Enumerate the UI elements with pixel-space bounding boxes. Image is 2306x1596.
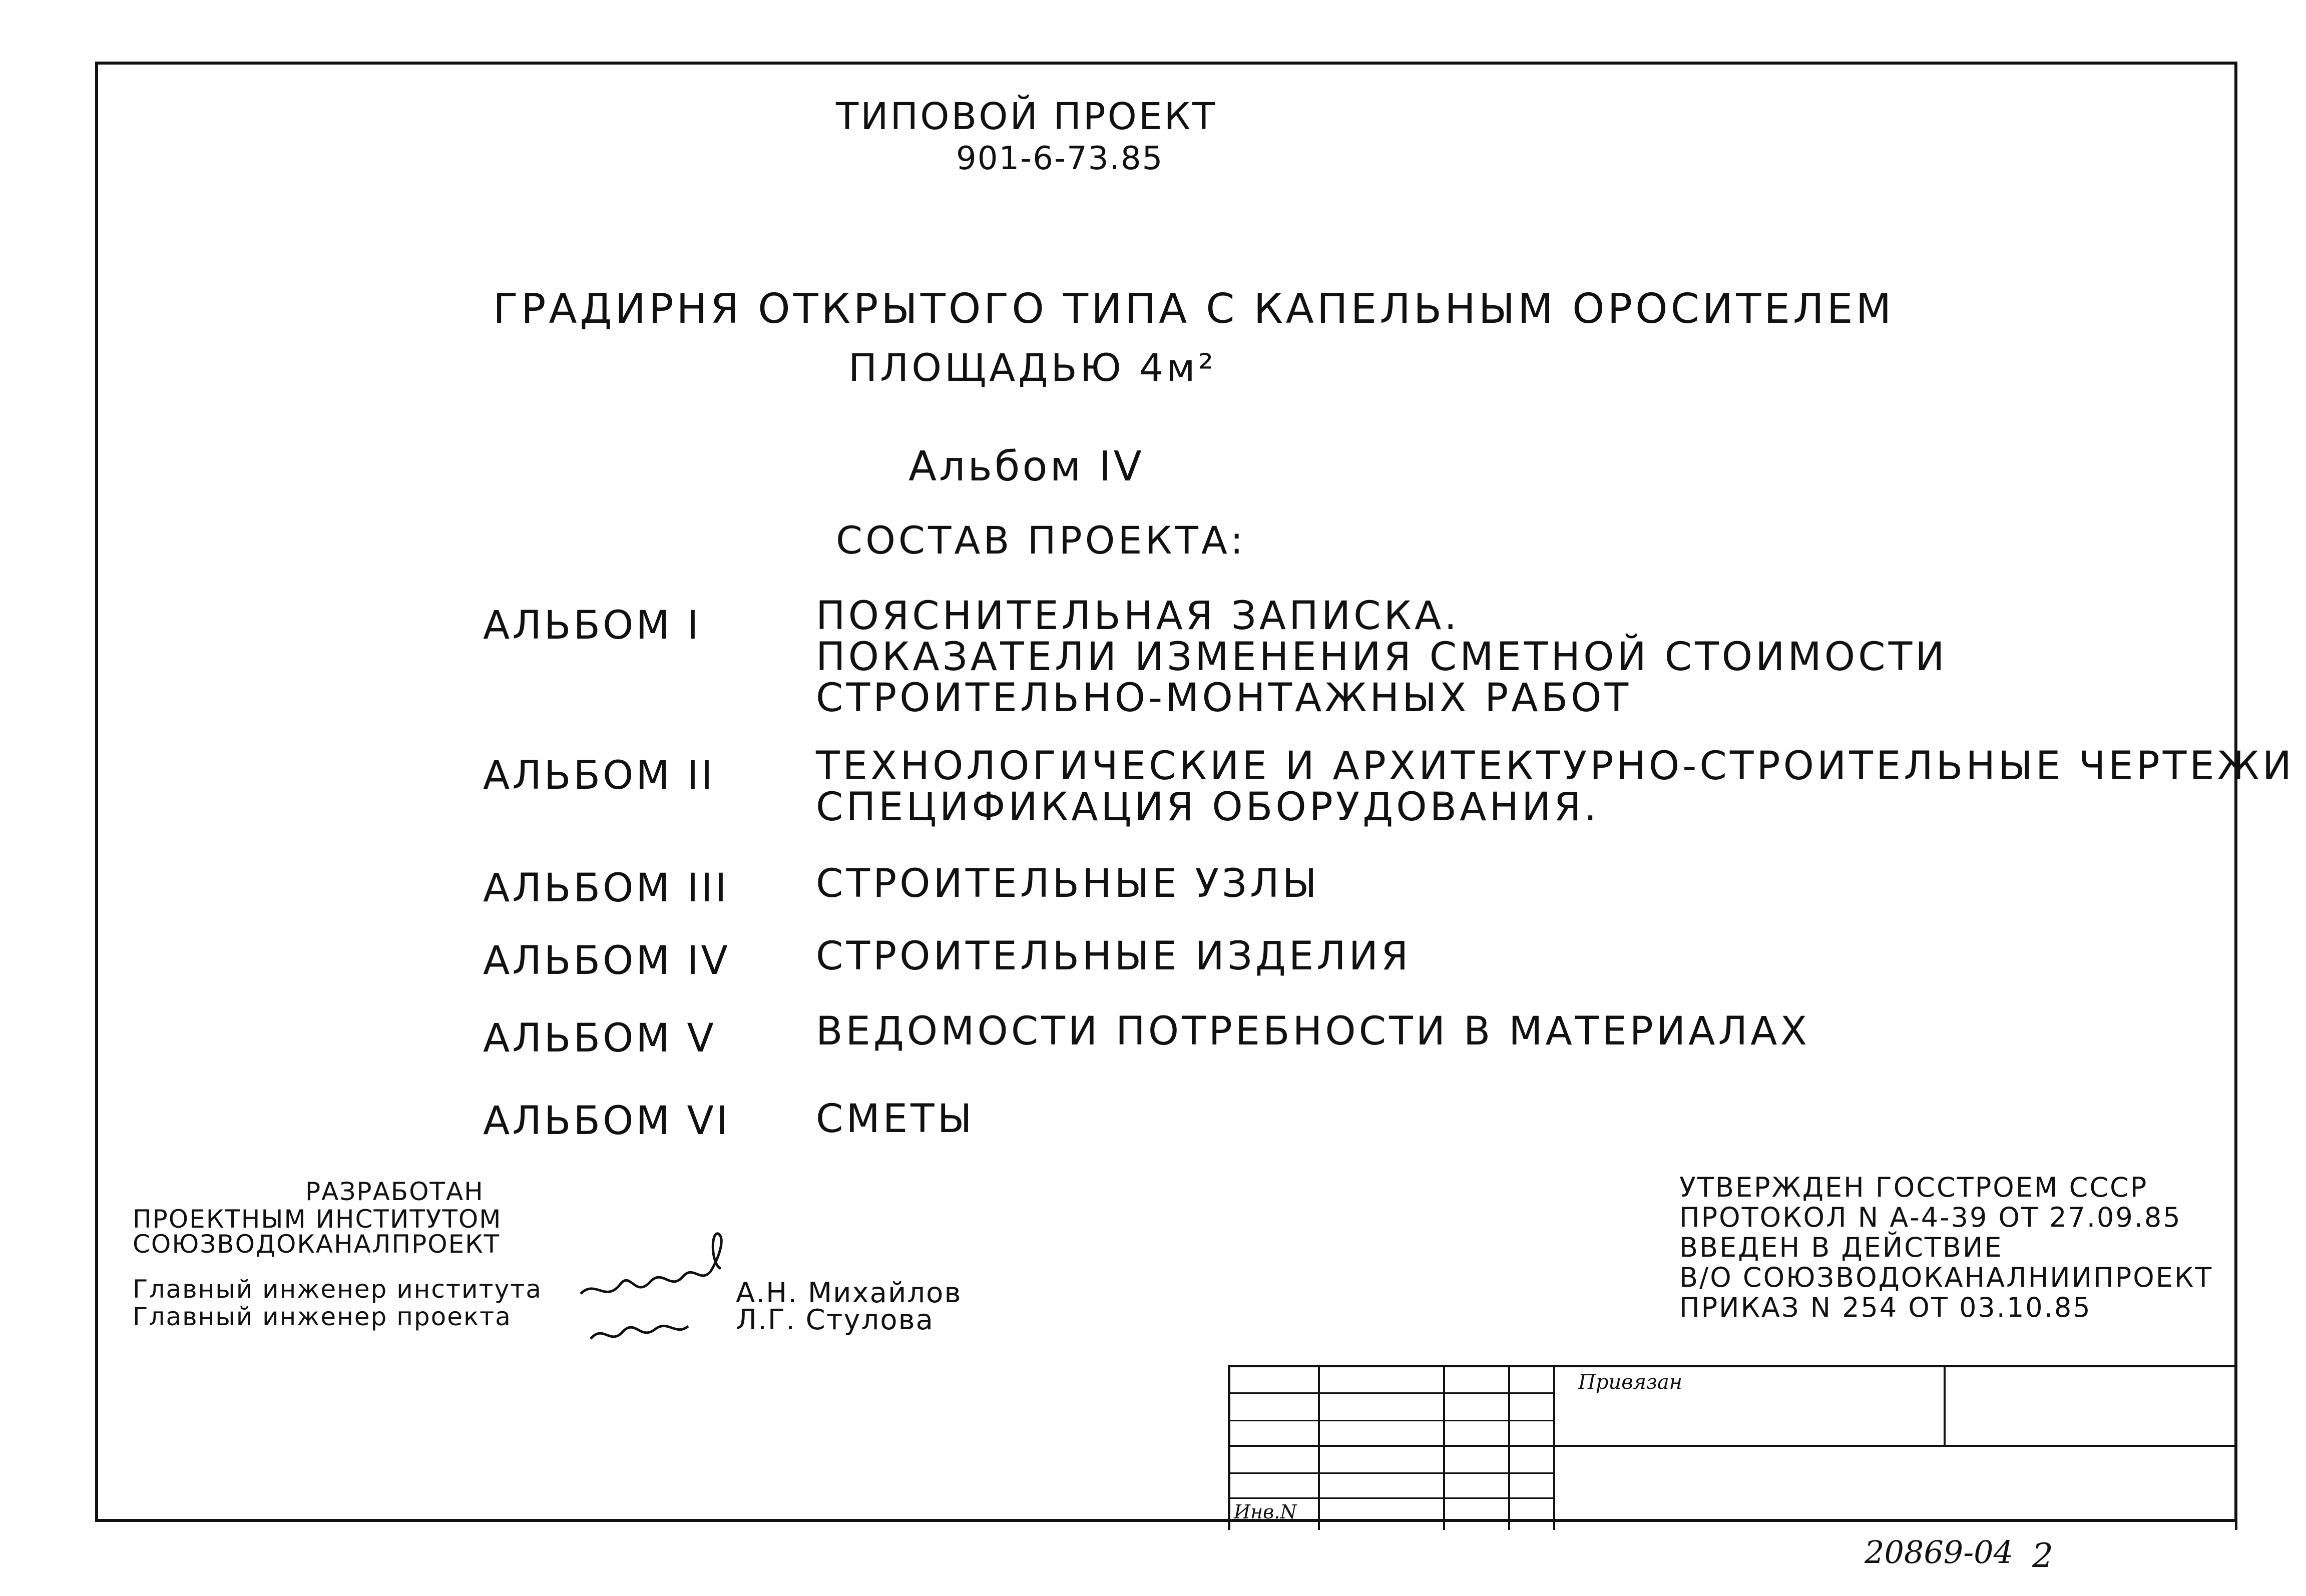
album-description-line: СПЕЦИФИКАЦИЯ ОБОРУДОВАНИЯ. bbox=[816, 785, 1600, 830]
album-description-line: СТРОИТЕЛЬНО-МОНТАЖНЫХ РАБОТ bbox=[816, 676, 1632, 721]
album-description-line: ВЕДОМОСТИ ПОТРЕБНОСТИ В МАТЕРИАЛАХ bbox=[816, 1009, 1810, 1054]
album-label: АЛЬБОМ IV bbox=[483, 938, 730, 983]
album-description-line: ПОЯСНИТЕЛЬНАЯ ЗАПИСКА. bbox=[816, 594, 1460, 639]
doc-type: ТИПОВОЙ ПРОЕКТ bbox=[836, 95, 1217, 138]
developer-institute: ПРОЕКТНЫМ ИНСТИТУТОМ bbox=[133, 1205, 502, 1234]
album-description-line: ТЕХНОЛОГИЧЕСКИЕ И АРХИТЕКТУРНО-СТРОИТЕЛЬНЫЕ ЧЕРТЕЖИ bbox=[816, 744, 2295, 789]
developer-heading: РАЗРАБОТАН bbox=[305, 1177, 484, 1206]
approval-line: ПРИКАЗ N 254 ОТ 03.10.85 bbox=[1679, 1292, 2092, 1323]
album-description bbox=[816, 596, 1948, 719]
sheet-code: 20869-04 bbox=[1865, 1534, 2014, 1570]
signatures bbox=[576, 1229, 741, 1359]
album-label: АЛЬБОМ III bbox=[483, 866, 729, 911]
title-block bbox=[1228, 1365, 2237, 1530]
album-description-line: СМЕТЫ bbox=[816, 1097, 975, 1142]
doc-number: 901-6-73.85 bbox=[956, 140, 1164, 177]
inventory-label: Инв.N bbox=[1234, 1501, 1297, 1523]
approval-line: УТВЕРЖДЕН ГОССТРОЕМ СССР bbox=[1679, 1172, 2148, 1203]
approval-line: ВВЕДЕН В ДЕЙСТВИЕ bbox=[1679, 1232, 2003, 1263]
approval-line: ПРОТОКОЛ N А-4-39 ОТ 27.09.85 bbox=[1679, 1202, 2182, 1233]
album-label: АЛЬБОМ I bbox=[483, 603, 701, 648]
project-subtitle: ПЛОЩАДЬЮ 4м² bbox=[848, 345, 1217, 390]
album-description-line: ПОКАЗАТЕЛИ ИЗМЕНЕНИЯ СМЕТНОЙ СТОИМОСТИ bbox=[816, 635, 1948, 680]
album-description-line: СТРОИТЕЛЬНЫЕ УЗЛЫ bbox=[816, 861, 1320, 906]
sheet-number: 2 bbox=[2032, 1536, 2053, 1575]
chief-engineer-project-name: Л.Г. Стулова bbox=[736, 1304, 934, 1336]
album-description bbox=[816, 746, 2294, 828]
chief-engineer-institute-role: Главный инженер института bbox=[133, 1275, 542, 1304]
album-label: АЛЬБОМ II bbox=[483, 753, 715, 798]
chief-engineer-project-role: Главный инженер проекта bbox=[133, 1302, 512, 1331]
album-label: АЛЬБОМ VI bbox=[483, 1099, 730, 1144]
album-description-line: СТРОИТЕЛЬНЫЕ ИЗДЕЛИЯ bbox=[816, 934, 1412, 979]
developer-org: СОЮЗВОДОКАНАЛПРОЕКТ bbox=[133, 1230, 501, 1259]
bound-label: Привязан bbox=[1578, 1371, 1683, 1394]
album-number: Альбом IV bbox=[908, 443, 1144, 490]
approval-line: В/О СОЮЗВОДОКАНАЛНИИПРОЕКТ bbox=[1679, 1262, 2213, 1293]
composition-heading: СОСТАВ ПРОЕКТА: bbox=[836, 518, 1246, 563]
album-label: АЛЬБОМ V bbox=[483, 1016, 716, 1061]
chief-engineer-institute-name: А.Н. Михайлов bbox=[736, 1277, 962, 1309]
project-title: ГРАДИРНЯ ОТКРЫТОГО ТИПА С КАПЕЛЬНЫМ ОРОСИТЕЛЕМ bbox=[493, 285, 1895, 333]
